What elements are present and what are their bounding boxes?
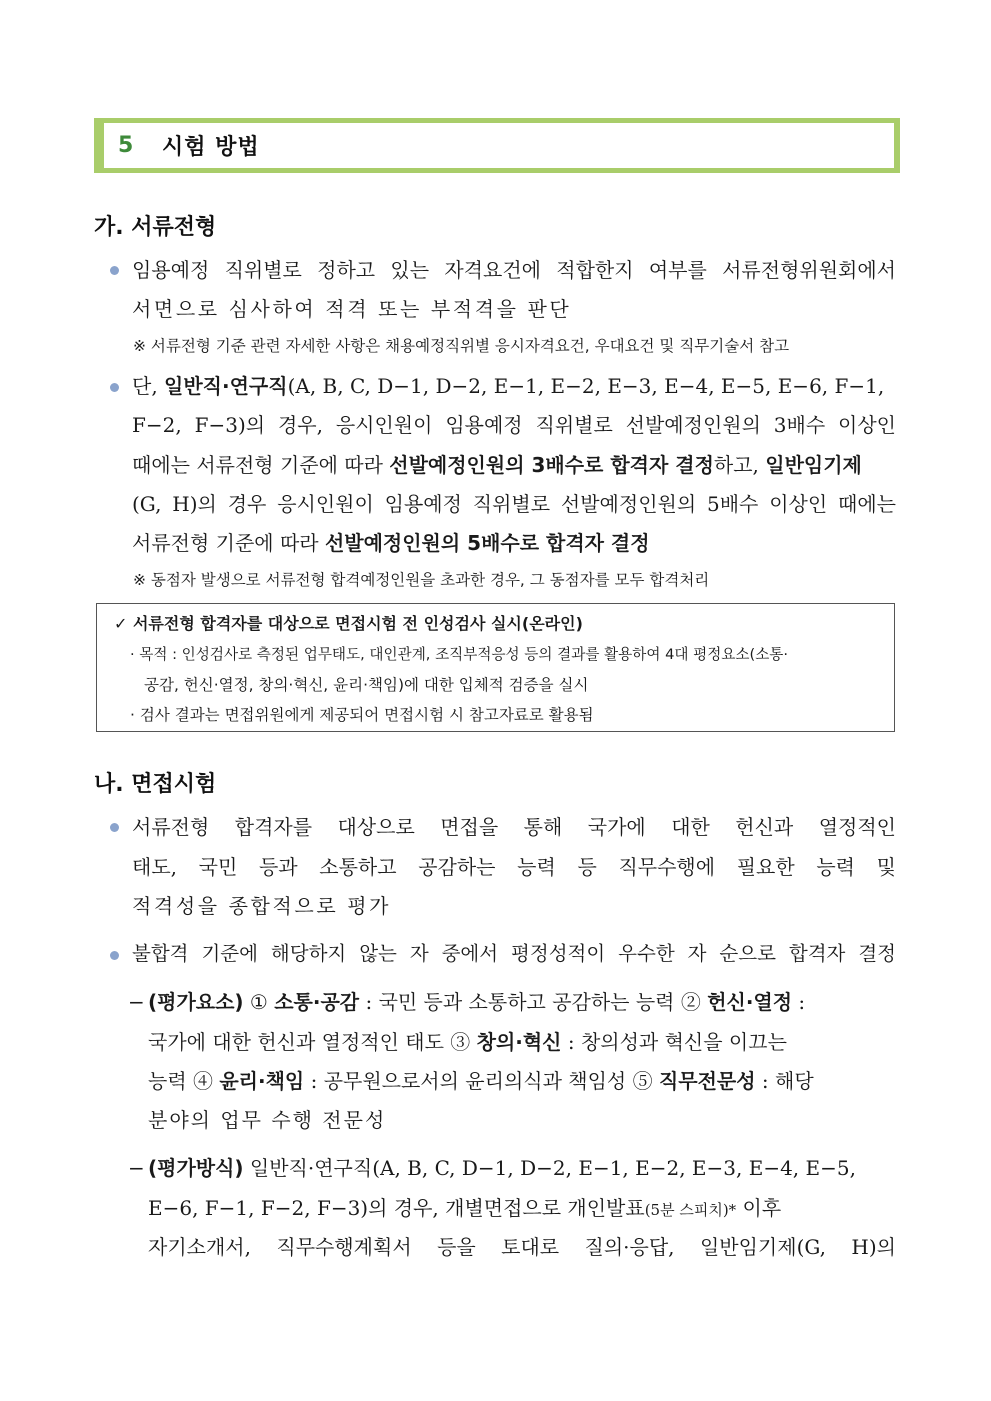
box-item: · 목적 : 인성검사로 측정된 업무태도, 대인관계, 조직부적응성 등의 결과를 활용하여 4대 평정요소(소통·: [130, 646, 789, 663]
label-text: (평가요소): [148, 990, 244, 1014]
label-text: (평가방식): [148, 1156, 244, 1180]
bullet-icon: [110, 823, 119, 832]
paragraph-line: F−2, F−3)의 경우, 응시인원이 임용예정 직위별로 선발예정인원의 3배수 이상인: [132, 413, 896, 437]
section-number: 5: [118, 133, 134, 158]
text-span: 단,: [132, 374, 165, 398]
paragraph-line: [132, 530, 650, 556]
paragraph-line: (G, H)의 경우 응시인원이 임용예정 직위별로 선발예정인원의 5배수 이상인 때에는: [132, 492, 896, 516]
text-span: ①: [243, 990, 275, 1014]
text-span: :: [792, 990, 806, 1014]
heading-interview: 나. 면접시험: [94, 772, 217, 797]
bullet-icon: [110, 951, 119, 960]
emphasis-text: 직무전문성: [658, 1069, 756, 1093]
paragraph-line: 자기소개서, 직무수행계획서 등을 토대로 질의·응답, 일반임기제(G, H)의: [148, 1235, 896, 1259]
emphasis-text: 일반임기제: [765, 453, 862, 477]
paragraph-line: 적격성을 종합적으로 평가: [132, 894, 392, 918]
emphasis-text: 헌신·열정: [707, 990, 793, 1014]
text-span: : 해당: [755, 1069, 814, 1093]
emphasis-text: 선발예정인원의 3배수로 합격자 결정: [389, 453, 714, 477]
box-title: ✓ 서류전형 합격자를 대상으로 면접시험 전 인성검사 실시(온라인): [114, 614, 583, 633]
emphasis-text: 소통·공감: [274, 990, 360, 1014]
paragraph-line: 서류전형 합격자를 대상으로 면접을 통해 국가에 대한 헌신과 열정적인: [132, 815, 896, 839]
box-item: · 검사 결과는 면접위원에게 제공되어 면접시험 시 참고자료로 활용됨: [130, 706, 594, 724]
text-span: (A, B, C, D−1, D−2, E−1, E−2, E−3, E−4, E−5, E−6, F−1,: [287, 374, 885, 398]
paragraph-line: [148, 1195, 896, 1223]
paragraph-line: 분야의 업무 수행 전문성: [148, 1108, 387, 1132]
text-span: : 공무원으로서의 윤리의식과 책임성 ⑤: [304, 1069, 659, 1093]
text-span: 일반직·연구직(A, B, C, D−1, D−2, E−1, E−2, E−3, E−4, E−5,: [243, 1156, 856, 1180]
paragraph-line: 불합격 기준에 해당하지 않는 자 중에서 평정성적이 우수한 자 순으로 합격자 결정: [132, 942, 896, 965]
text-span: : 창의성과 혁신을 이끄는: [561, 1030, 787, 1054]
paragraph-line: [148, 1155, 896, 1181]
text-span: E−6, F−1, F−2, F−3)의 경우, 개별면접으로 개인발표: [148, 1196, 645, 1220]
text-span: 이후: [736, 1196, 782, 1220]
text-span: 서류전형 기준에 따라: [132, 531, 325, 555]
bullet-icon: [110, 266, 119, 275]
paragraph-line: [148, 1068, 896, 1094]
dash-marker: −: [128, 990, 145, 1014]
personality-test-box: [96, 603, 895, 732]
text-span: 능력 ④: [148, 1069, 220, 1093]
note-text: ※ 동점자 발생으로 서류전형 합격예정인원을 초과한 경우, 그 동점자를 모두 합격처리: [133, 571, 710, 589]
section-header: [94, 118, 900, 173]
box-item: 공감, 헌신·열정, 창의·혁신, 윤리·책임)에 대한 입체적 검증을 실시: [144, 676, 589, 694]
note-text: ※ 서류전형 기준 관련 자세한 사항은 채용예정직위별 응시자격요건, 우대요건 및 직무기술서 참고: [133, 337, 790, 355]
small-text: (5분 스피치)*: [644, 1201, 737, 1219]
paragraph-line: 태도, 국민 등과 소통하고 공감하는 능력 등 직무수행에 필요한 능력 및: [132, 855, 896, 879]
dash-marker: −: [128, 1156, 145, 1180]
emphasis-text: 일반직·연구직: [164, 374, 288, 398]
paragraph-line: [132, 373, 896, 399]
emphasis-text: 선발예정인원의 5배수로 합격자 결정: [324, 531, 650, 555]
bullet-icon: [110, 383, 119, 392]
text-span: 하고,: [713, 453, 766, 477]
paragraph-line: [148, 1029, 896, 1055]
text-span: 때에는 서류전형 기준에 따라: [132, 453, 390, 477]
paragraph-line: [132, 452, 896, 478]
section-title: 시험 방법: [162, 135, 260, 160]
heading-document-screening: 가. 서류전형: [94, 215, 217, 240]
paragraph-line: 서면으로 심사하여 적격 또는 부적격을 판단: [132, 297, 572, 321]
emphasis-text: 창의·혁신: [476, 1030, 562, 1054]
paragraph-line: 임용예정 직위별로 정하고 있는 자격요건에 적합한지 여부를 서류전형위원회에서: [132, 258, 896, 282]
text-span: : 국민 등과 소통하고 공감하는 능력 ②: [359, 990, 708, 1014]
paragraph-line: [148, 989, 896, 1015]
emphasis-text: 윤리·책임: [219, 1069, 305, 1093]
section-header-inner: [104, 123, 894, 168]
text-span: 국가에 대한 헌신과 열정적인 태도 ③: [148, 1030, 477, 1054]
